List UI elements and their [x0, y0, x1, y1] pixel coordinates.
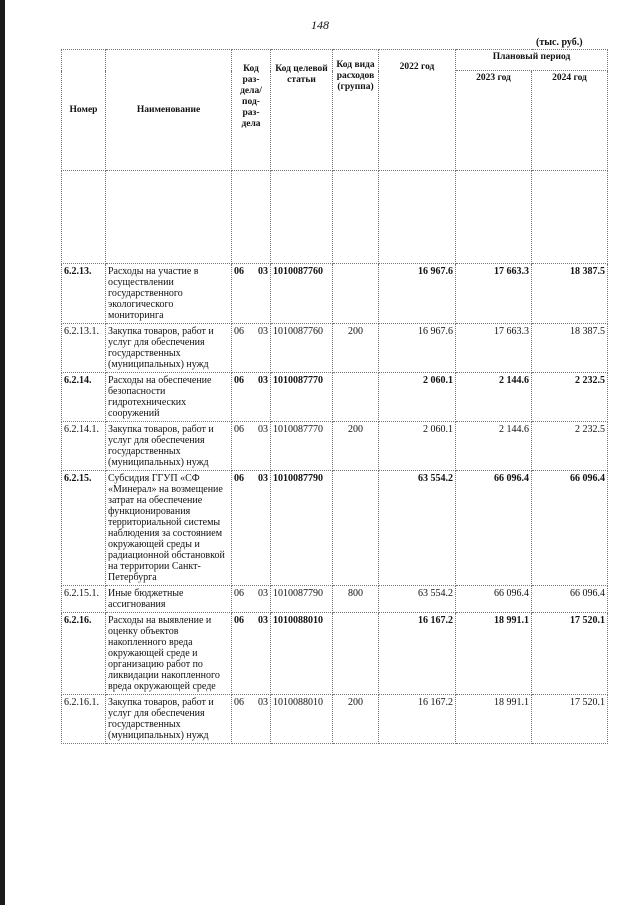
table-row: [62, 324, 608, 373]
header-2022: 2022 год: [379, 50, 456, 171]
row-value-2024: 17 520.1: [532, 613, 608, 695]
row-subsection: 03: [258, 266, 268, 277]
row-number: 6.2.15.1.: [62, 586, 106, 613]
units-label: (тыс. руб.): [536, 37, 583, 48]
header-planned: Плановый период: [456, 50, 608, 71]
row-value-2023: 18 991.1: [456, 613, 532, 695]
row-section: 06: [234, 375, 244, 386]
row-number: 6.2.15.: [62, 471, 106, 586]
row-section-code: [232, 324, 271, 373]
row-number: 6.2.14.1.: [62, 422, 106, 471]
row-value-2024: 66 096.4: [532, 586, 608, 613]
row-value-2022: 2 060.1: [379, 422, 456, 471]
header-2024: 2024 год: [532, 71, 608, 171]
header-number: Номер: [62, 50, 106, 171]
row-value-2023: 18 991.1: [456, 695, 532, 744]
row-value-2023: 2 144.6: [456, 422, 532, 471]
row-target-code: 1010088010: [271, 695, 333, 744]
row-name: Закупка товаров, работ и услуг для обеспечения государственных (муниципальных) нужд: [106, 695, 232, 744]
header-section: Код раз-дела/ под-раз-дела: [232, 50, 271, 171]
row-subsection: 03: [258, 326, 268, 337]
scan-edge: [0, 0, 5, 905]
row-section: 06: [234, 266, 244, 277]
budget-table: [61, 49, 608, 744]
row-number: 6.2.13.1.: [62, 324, 106, 373]
row-subsection: 03: [258, 424, 268, 435]
row-number: 6.2.16.1.: [62, 695, 106, 744]
row-name: Расходы на участие в осуществлении государственного экологического мониторинга: [106, 264, 232, 324]
row-name: Иные бюджетные ассигнования: [106, 586, 232, 613]
row-target-code: 1010087760: [271, 264, 333, 324]
row-section-code: [232, 422, 271, 471]
row-value-2023: 17 663.3: [456, 324, 532, 373]
row-expense-code: 800: [333, 586, 379, 613]
row-value-2023: 66 096.4: [456, 586, 532, 613]
row-target-code: 1010087760: [271, 324, 333, 373]
row-target-code: 1010087790: [271, 586, 333, 613]
row-value-2023: 66 096.4: [456, 471, 532, 586]
row-value-2022: 63 554.2: [379, 471, 456, 586]
row-value-2022: 2 060.1: [379, 373, 456, 422]
row-section: 06: [234, 424, 244, 435]
row-expense-code: [333, 471, 379, 586]
row-name: Субсидия ГГУП «СФ «Минерал» на возмещение затрат на обеспечение функционирования территориальной системы наблюдения за состоянием окружающей среды и радиационной обстановкой на территории Санкт-Петербурга: [106, 471, 232, 586]
row-number: 6.2.14.: [62, 373, 106, 422]
row-expense-code: 200: [333, 422, 379, 471]
row-section: 06: [234, 697, 244, 708]
header-spacer-row: [62, 171, 608, 264]
table-row: [62, 373, 608, 422]
row-value-2022: 16 167.2: [379, 613, 456, 695]
header-expense: Код вида расходов (группа): [333, 50, 379, 171]
table-row: [62, 264, 608, 324]
row-subsection: 03: [258, 375, 268, 386]
row-expense-code: 200: [333, 324, 379, 373]
row-subsection: 03: [258, 473, 268, 484]
row-expense-code: [333, 373, 379, 422]
row-target-code: 1010088010: [271, 613, 333, 695]
row-number: 6.2.13.: [62, 264, 106, 324]
row-value-2024: 18 387.5: [532, 324, 608, 373]
row-section-code: [232, 471, 271, 586]
row-section-code: [232, 373, 271, 422]
row-value-2024: 2 232.5: [532, 373, 608, 422]
table-body: [62, 264, 608, 744]
row-section-code: [232, 586, 271, 613]
row-name: Закупка товаров, работ и услуг для обеспечения государственных (муниципальных) нужд: [106, 324, 232, 373]
row-value-2022: 16 967.6: [379, 324, 456, 373]
row-expense-code: 200: [333, 695, 379, 744]
row-name: Расходы на обеспечение безопасности гидротехнических сооружений: [106, 373, 232, 422]
row-subsection: 03: [258, 697, 268, 708]
row-value-2023: 17 663.3: [456, 264, 532, 324]
row-value-2024: 17 520.1: [532, 695, 608, 744]
row-name: Закупка товаров, работ и услуг для обеспечения государственных (муниципальных) нужд: [106, 422, 232, 471]
table-row: [62, 613, 608, 695]
row-section-code: [232, 613, 271, 695]
row-number: 6.2.16.: [62, 613, 106, 695]
row-subsection: 03: [258, 588, 268, 599]
header-target: Код целевой статьи: [271, 50, 333, 171]
row-name: Расходы на выявление и оценку объектов накопленного вреда окружающей среде и организацию работ по ликвидации накопленного вреда окружающей среде: [106, 613, 232, 695]
row-target-code: 1010087790: [271, 471, 333, 586]
page-number: 148: [311, 18, 329, 32]
table-row: [62, 471, 608, 586]
row-value-2022: 16 167.2: [379, 695, 456, 744]
header-name: Наименование: [106, 50, 232, 171]
table-row: [62, 695, 608, 744]
row-section: 06: [234, 473, 244, 484]
row-subsection: 03: [258, 615, 268, 626]
row-value-2024: 2 232.5: [532, 422, 608, 471]
row-section-code: [232, 264, 271, 324]
row-target-code: 1010087770: [271, 373, 333, 422]
row-section: 06: [234, 615, 244, 626]
row-value-2023: 2 144.6: [456, 373, 532, 422]
row-expense-code: [333, 613, 379, 695]
row-section: 06: [234, 588, 244, 599]
row-target-code: 1010087770: [271, 422, 333, 471]
row-section-code: [232, 695, 271, 744]
row-expense-code: [333, 264, 379, 324]
row-value-2022: 63 554.2: [379, 586, 456, 613]
row-value-2024: 66 096.4: [532, 471, 608, 586]
row-value-2024: 18 387.5: [532, 264, 608, 324]
row-section: 06: [234, 326, 244, 337]
table-row: [62, 586, 608, 613]
row-value-2022: 16 967.6: [379, 264, 456, 324]
table-row: [62, 422, 608, 471]
header-2023: 2023 год: [456, 71, 532, 171]
